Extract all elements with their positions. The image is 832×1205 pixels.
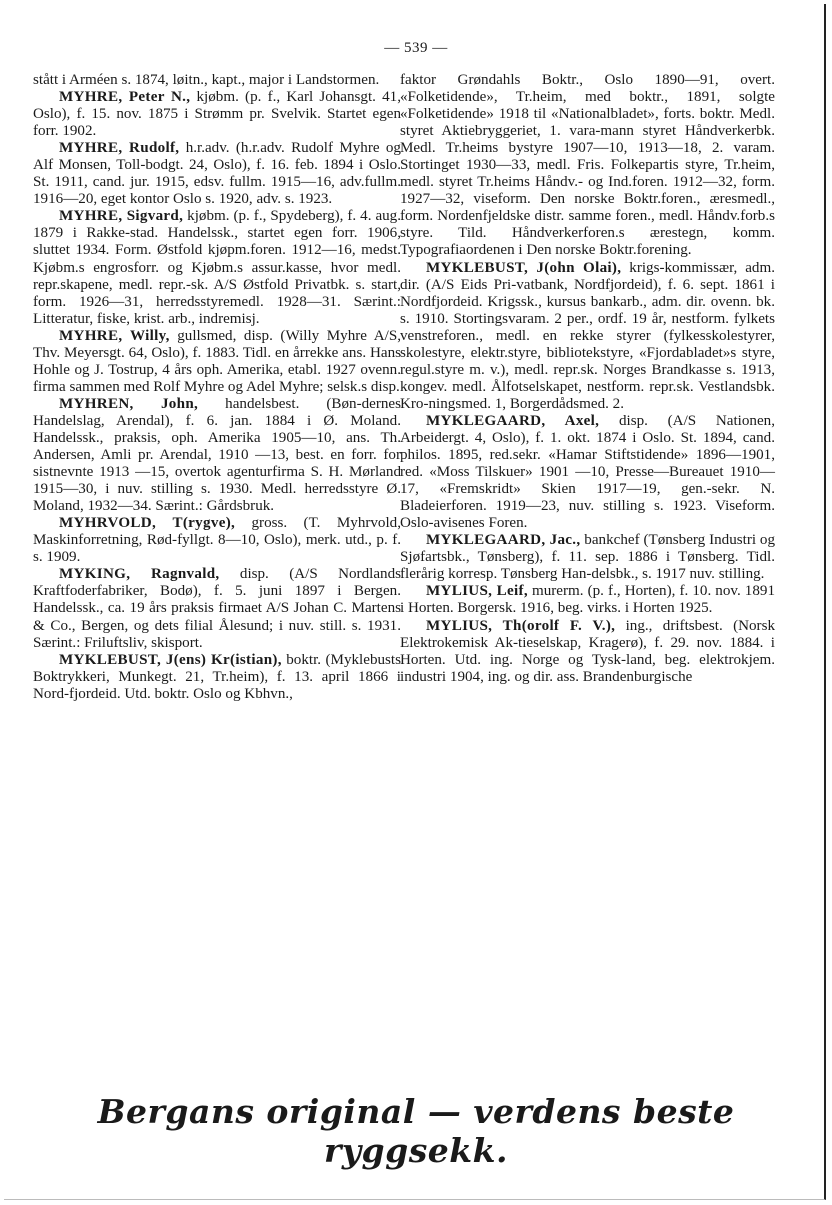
entry-text: disp. (A/S Nordlands Kraftfoderfabriker, Bodø), f. 5. juni 1897 i Bergen. Handelssk., ca. 19 års praksis firmaet A/S Johan C. Martens & Co., Bergen, og dets filial Ålesund; i nuv. still. s. 1931. Særint.: Friluftsliv, skisport. bbox=[33, 566, 401, 651]
entry-name: MYHRVOLD, T(rygve), bbox=[59, 515, 236, 532]
directory-entry bbox=[33, 566, 401, 651]
directory-entry bbox=[33, 208, 401, 327]
directory-entry bbox=[400, 532, 775, 583]
right-column bbox=[400, 72, 775, 686]
directory-entry bbox=[33, 328, 401, 396]
directory-entry bbox=[33, 396, 401, 515]
entry-text: h.r.adv. (h.r.adv. Rudolf Myhre og Alf Monsen, Toll-bodgt. 24, Oslo), f. 16. feb. 1894 i Oslo. St. 1911, cand. jur. 1915, edsv. fullm. 1915—16, adv.fullm. 1916—20, eget kontor Oslo s. 1920, adv. s. 1923. bbox=[33, 140, 401, 208]
entry-name: MYKLEBUST, J(ohn Olai), bbox=[426, 259, 622, 276]
directory-entry bbox=[400, 583, 775, 617]
entry-text: kjøbm. (p. f., Karl Johansgt. 41, Oslo), f. 15. nov. 1875 i Strømm pr. Svelvik. Startet egen forr. 1902. bbox=[33, 89, 401, 140]
directory-entry bbox=[33, 652, 401, 703]
entry-name: MYLIUS, Th(orolf F. V.), bbox=[426, 617, 616, 634]
entry-text: bankchef (Tønsberg Industri og Sjøfartsbk., Tønsberg), f. 11. sep. 1886 i Tønsberg. Tidl. flerårig korresp. Tønsberg Han-delsbk., s. 1917 nuv. stilling. bbox=[400, 532, 775, 583]
page-number: — 539 — bbox=[384, 40, 448, 56]
directory-entry bbox=[33, 89, 401, 140]
directory-entry bbox=[33, 72, 401, 89]
entry-name: MYLIUS, Leif, bbox=[426, 583, 528, 600]
entry-name: MYKLEGAARD, Jac., bbox=[426, 532, 581, 549]
entry-name: MYHRE, Rudolf, bbox=[59, 140, 180, 157]
entry-name: MYHREN, John, bbox=[59, 395, 199, 412]
entry-text: kjøbm. (p. f., Spydeberg), f. 4. aug. 1879 i Rakke-stad. Handelssk., startet egen forr. 1906, sluttet 1934. Form. Østfold kjøpm.foren. 1912—16, medst. Kjøbm.s engrosforr. og Kjøbm.s assur.kasse, hvor medl. repr.skapene, medl. repr.-sk. A/S Østfold Privatbk. s. start, form. 1926—31, herredsstyremedl. 1928—31. Særint.: Litteratur, fiske, krist. arb., indremisj. bbox=[33, 208, 402, 327]
directory-entry bbox=[400, 260, 775, 413]
entry-name: MYKLEGAARD, Axel, bbox=[426, 412, 600, 429]
entry-name: MYHRE, Sigvard, bbox=[59, 208, 184, 225]
entry-text: handelsbest. (Bøn-dernes Handelslag, Arendal), f. 6. jan. 1884 i Ø. Moland. Handelssk., praksis, oph. Amerika 1905—10, ans. Th. Andersen, Amli pr. Arendal, 1910 —13, best. en forr. for sistnevnte 1913 —15, overtok agenturfirma S. H. Mørland 1915—30, i nuv. stilling s. 1930. Medl. herredsstyre Ø. Moland, 1932—34. Særint.: Gårdsbruk. bbox=[33, 395, 401, 515]
directory-entry bbox=[33, 515, 401, 566]
entry-name: MYKING, Ragnvald, bbox=[59, 566, 220, 583]
entry-text: ing., driftsbest. (Norsk Elektrokemisk Ak-tieselskap, Kragerø), f. 29. nov. 1884. i Horten. Utd. ing. Norge og Tysk-land, beg. elektrokjem. industri 1904, ing. og dir. ass. Brandenburgische bbox=[400, 617, 775, 685]
entry-name: MYHRE, Willy, bbox=[59, 327, 170, 344]
directory-entry bbox=[400, 618, 775, 686]
directory-entry bbox=[33, 140, 401, 208]
entry-text: boktr. (Myklebusts Boktrykkeri, Munkegt. 21, Tr.heim), f. 13. april 1866 i Nord-fjordeid. Utd. boktr. Oslo og Kbhvn., bbox=[33, 651, 401, 702]
entry-text: stått i Arméen s. 1874, løitn., kapt., major i Landstormen. bbox=[33, 72, 380, 88]
entry-name: MYHRE, Peter N., bbox=[59, 89, 191, 106]
entry-text: gullsmed, disp. (Willy Myhre A/S, Thv. Meyersgt. 64, Oslo), f. 1883. Tidl. en årrekke ans. Hans Hohle og J. Tostrup, 4 års oph. Amerika, etabl. 1927 ovenn. firma sammen med Rolf Myhre og Adel Myhre; selsk.s disp. bbox=[33, 327, 401, 395]
entry-text: disp. (A/S Nationen, Arbeidergt. 4, Oslo), f. 1. okt. 1874 i Oslo. St. 1894, cand. philos. 1895, red.sekr. «Hamar Stiftstidende» 1896—1901, red. «Moss Tilskuer» 1901 —10, Presse—Bureauet 1910—17, «Fremskridt» Skien 1917—19, gen.-sekr. N. Bladeierforen. 1919—23, nuv. stilling s. 1923. Viseform. Oslo-avisenes Foren. bbox=[400, 412, 775, 532]
entry-text: gross. (T. Myhrvold, Maskinforretning, Rød-fyllgt. 8—10, Oslo), merk. utd., p. f. s. 1909. bbox=[33, 515, 401, 566]
entry-text: krigs-kommissær, adm. dir. (A/S Eids Pri-vatbank, Nordfjordeid), f. 6. sept. 1861 i Nordfjordeid. Krigssk., kursus bankarb., adm. dir. ovenn. bk. s. 1910. Stortingsvaram. 2 per., ordf. 19 år, nestform. fylkets venstreforen., medl. en rekke styrer (fylkesskolestyrer, skolestyre, elektr.styre, bibliotekstyre, «Fjordabladet»s styre, regul.styre m. v.), medl. repr.sk. Norges Brandkasse s. 1913, kongev. medl. Ålfotselskapet, nestform. repr.sk. Vestlandsbk. Kro-ningsmed. 1, Borgerdådsmed. 2. bbox=[400, 259, 775, 412]
directory-entry bbox=[400, 72, 775, 260]
entry-name: MYKLEBUST, J(ens) Kr(istian), bbox=[59, 651, 282, 668]
left-column bbox=[33, 72, 401, 703]
entry-text: murerm. (p. f., Horten), f. 10. nov. 1891 i Horten. Borgersk. 1916, beg. virks. i Horten 1925. bbox=[400, 583, 775, 617]
entry-text: faktor Grøndahls Boktr., Oslo 1890—91, overt. «Folketidende», Tr.heim, med boktr., 1891, solgte «Folketidende» 1918 til «Nationalbladet», forts. boktr. Medl. styret Aktiebryggeriet, 1. vara-mann styret Håndverkerbk. Medl. Tr.heims bystyre 1907—10, 1913—18, 2. varam. Stortinget 1930—33, medl. Fris. Folkepartis styre, Tr.heim, medl. styret Tr.heims Håndv.- og Ind.foren. 1912—32, form. 1927—32, viseform. Den norske Boktr.foren., æresmedl., form. Nordenfjeldske distr. samme foren., medl. Håndv.forb.s styre. Tild. Håndverkerforen.s ærestegn, komm. Typografiaordenen i Den norske Boktr.forening. bbox=[400, 72, 775, 259]
advertisement-slogan: Bergans original — verdens beste ryggsekk. bbox=[97, 1092, 735, 1170]
directory-entry bbox=[400, 413, 775, 532]
